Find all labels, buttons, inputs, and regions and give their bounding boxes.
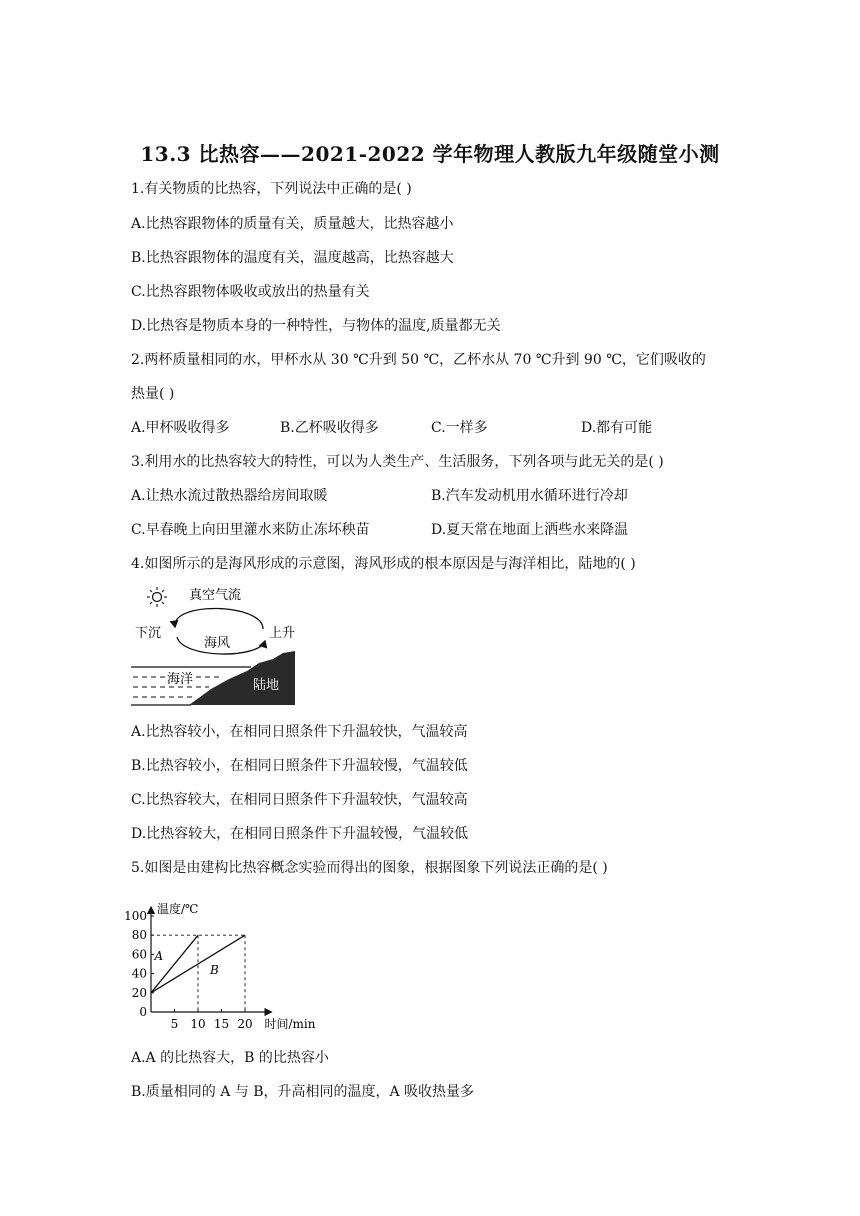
y-tick-label: 40 [131,966,147,981]
q3-option-a: A.让热水流过散热器给房间取暖 [131,488,328,504]
y-tick-label: 60 [131,947,147,962]
q2-stem-line1: 2.两杯质量相同的水，甲杯水从 30 ℃升到 50 ℃，乙杯水从 70 ℃升到 90 ℃，它们吸收的 [131,352,706,368]
q2-option-b: B.乙杯吸收得多 [280,420,379,436]
x-tick-label: 20 [237,1017,253,1031]
q5-option-b: B.质量相同的 A 与 B，升高相同的温度，A 吸收热量多 [131,1084,475,1100]
label-land: 陆地 [253,678,280,693]
land-area [189,651,295,705]
y-tick-label: 80 [131,928,147,943]
q4-option-d: D.比热容较大，在相同日照条件下升温较慢，气温较低 [131,826,469,842]
q3-option-d: D.夏天常在地面上洒些水来降温 [431,522,629,538]
q4-stem: 4.如图所示的是海风形成的示意图，海风形成的根本原因是与海洋相比，陆地的( ) [131,556,636,572]
y-tick-label: 20 [131,985,147,1000]
y-tick-label: 100 [124,909,147,923]
label-top: 真空气流 [189,588,242,603]
y-tick-label: 0 [139,1005,147,1019]
sea-breeze-diagram [131,583,301,707]
q5-option-a: A.A 的比热容大，B 的比热容小 [131,1050,329,1066]
q2-option-a: A.甲杯吸收得多 [131,420,230,436]
label-center: 海风 [204,636,231,651]
sun-icon [147,587,167,607]
temperature-time-chart [120,884,330,1032]
x-axis-label: 时间/min [264,1017,316,1031]
q1-stem: 1.有关物质的比热容，下列说法中正确的是( ) [131,181,412,197]
series-line-a [151,935,198,993]
x-tick-label: 5 [170,1017,179,1031]
label-right: 上升 [269,626,296,641]
page-title: 13.3 比热容——2021-2022 学年物理人教版九年级随堂小测 [140,142,720,166]
q4-option-c: C.比热容较大，在相同日照条件下升温较快，气温较高 [131,792,468,808]
q2-option-d: D.都有可能 [581,420,653,436]
q1-option-d: D.比热容是物质本身的一种特性，与物体的温度,质量都无关 [131,318,501,334]
label-left: 下沉 [135,626,162,641]
q1-option-c: C.比热容跟物体吸收或放出的热量有关 [131,284,370,300]
y-axis-label: 温度/℃ [157,902,199,916]
label-sea: 海洋 [167,672,194,687]
q1-option-b: B.比热容跟物体的温度有关，温度越高，比热容越大 [131,250,454,266]
x-tick-label: 15 [213,1017,230,1031]
q5-stem: 5.如图是由建构比热容概念实验而得出的图象，根据图象下列说法正确的是( ) [131,860,608,876]
series-label-b: B [210,963,219,977]
x-tick-label: 10 [190,1017,206,1031]
q2-stem-line2: 热量( ) [131,386,175,402]
q4-option-b: B.比热容较小，在相同日照条件下升温较慢，气温较低 [131,758,468,774]
q2-option-c: C.一样多 [431,420,488,436]
q3-stem: 3.利用水的比热容较大的特性，可以为人类生产、生活服务，下列各项与此无关的是( ) [131,454,664,470]
q1-option-a: A.比热容跟物体的质量有关，质量越大，比热容越小 [131,216,454,232]
q3-option-c: C.早春晚上向田里灌水来防止冻坏秧苗 [131,522,370,538]
q4-option-a: A.比热容较小，在相同日照条件下升温较快，气温较高 [131,724,468,740]
series-label-a: A [154,949,164,963]
q3-option-b: B.汽车发动机用水循环进行冷却 [431,488,628,504]
